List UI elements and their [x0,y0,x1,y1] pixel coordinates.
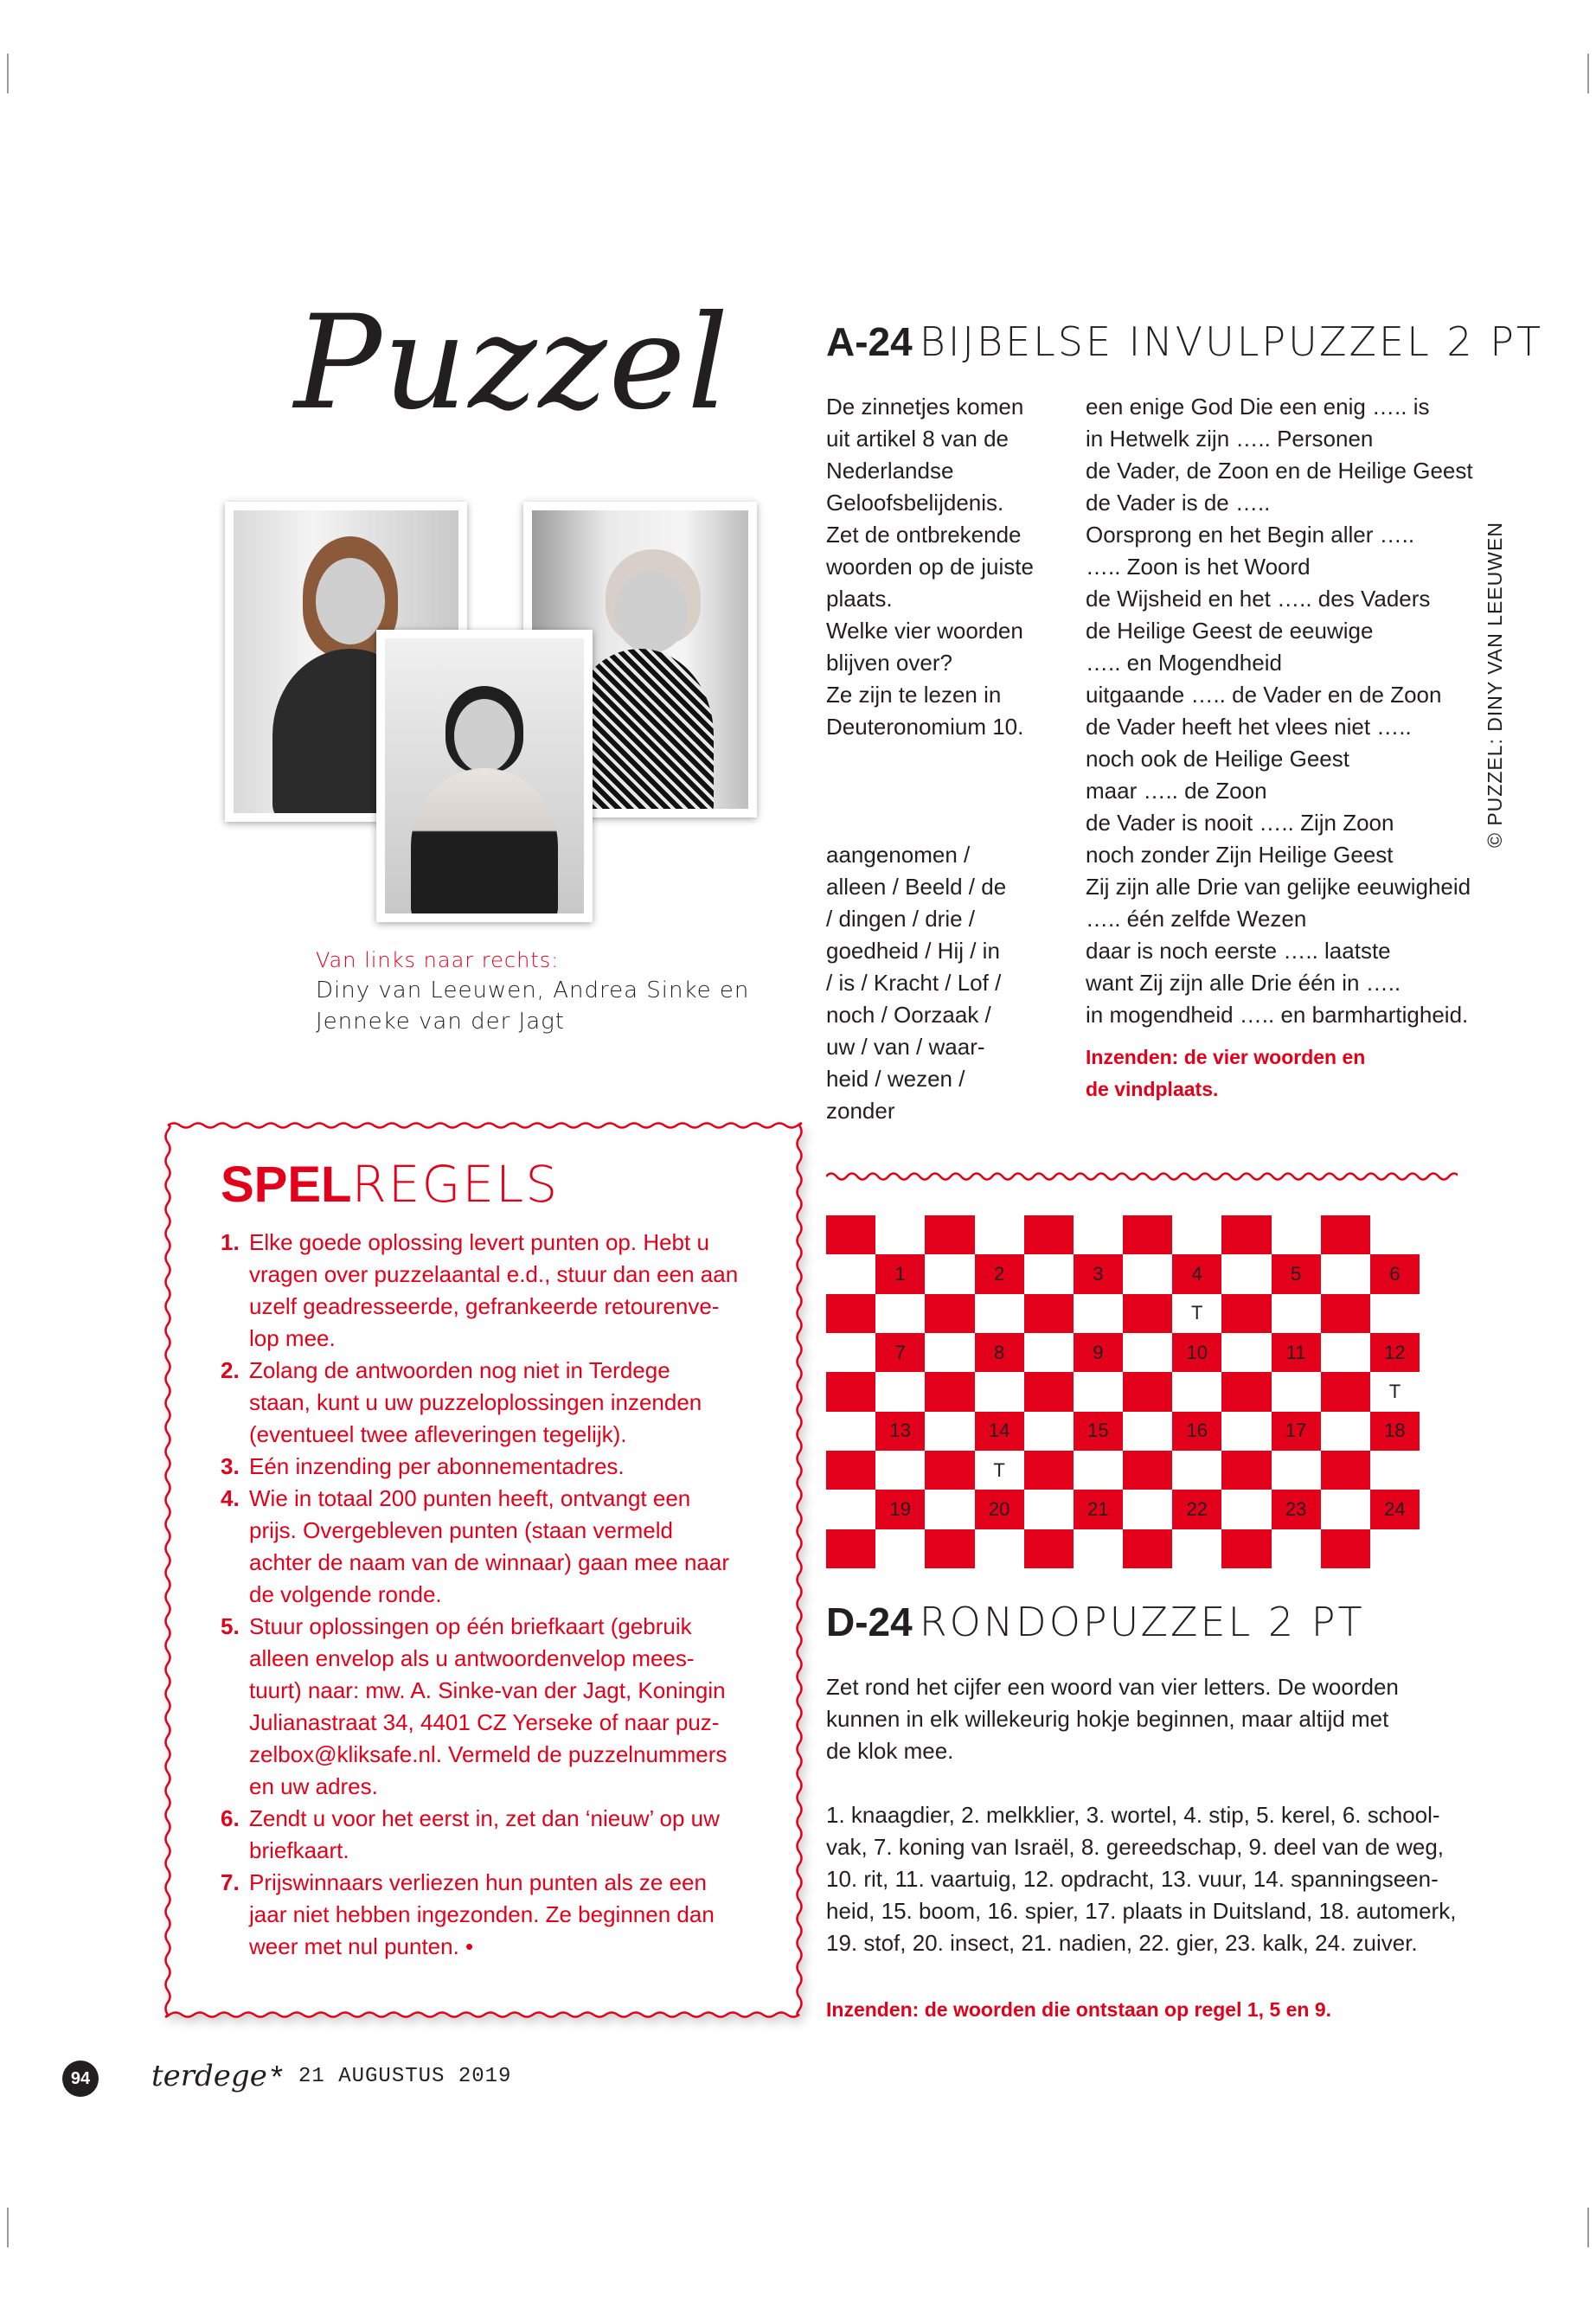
puzzle-a-heading [826,318,1543,365]
text-line: de Vader is nooit ….. Zijn Zoon [1086,810,1394,836]
wavy-divider-line [826,1174,1458,1180]
word-line: noch / Oorzaak / [826,1002,991,1028]
intro-line: Deuteronomium 10. [826,714,1024,740]
text-line: de Vader is de ….. [1086,490,1271,516]
text-line: de Wijsheid en het ….. des Vaders [1086,586,1431,612]
rule-item [221,1483,803,1611]
grid-cell [1321,1412,1370,1451]
grid-cell [1123,1451,1172,1490]
puzzle-d-intro [826,1671,1484,1767]
rule-item [221,1867,803,1963]
rule-line: briefkaart. [249,1837,349,1863]
grid-cell [1272,1529,1321,1568]
grid-cell [1321,1451,1370,1490]
grid-cell [1024,1294,1074,1333]
rule-line: Stuur oplossingen op één briefkaart (gebruik [249,1613,692,1639]
grid-cell [975,1215,1024,1254]
photo-andrea [376,630,593,922]
grid-cell: 19 [875,1490,925,1529]
grid-cell [826,1451,875,1490]
rule-number: 3. [221,1453,240,1479]
rondo-grid [826,1215,1420,1568]
grid-cell [1172,1215,1221,1254]
grid-cell [1123,1372,1172,1411]
rule-line: Prijswinnaars verliezen hun punten als ze een [249,1869,707,1895]
rule-line: prijs. Overgebleven punten (staan vermeld [249,1517,673,1543]
puzzle-d-submit: Inzenden: de woorden die ontstaan op regel 1, 5 en 9. [826,1998,1332,2021]
rule-number: 1. [221,1229,240,1255]
rule-line: de volgende ronde. [249,1581,442,1607]
grid-cell [1123,1490,1172,1529]
text-line: de Vader heeft het vlees niet ….. [1086,714,1412,740]
text-line: ….. en Mogendheid [1086,650,1282,676]
grid-cell [1123,1254,1172,1293]
text-line: noch zonder Zijn Heilige Geest [1086,842,1394,868]
grid-cell [1024,1451,1074,1490]
word-line: aangenomen / [826,842,971,868]
grid-cell [1321,1372,1370,1411]
grid-cell [1123,1529,1172,1568]
grid-cell [1221,1412,1271,1451]
rule-line: Zendt u voor het eerst in, zet dan ‘nieuw’ op uw [249,1805,720,1831]
grid-cell [1024,1372,1074,1411]
grid-cell [875,1372,925,1411]
intro-line: de klok mee. [826,1738,954,1764]
intro-line: blijven over? [826,650,952,676]
puzzle-a-text [1086,391,1492,1106]
rules-title-bold: SPEL [221,1157,352,1213]
grid-cell [1321,1333,1370,1372]
rule-number: 5. [221,1613,240,1639]
clue-line: vak, 7. koning van Israël, 8. gereedschap, 9. deel van de weg, [826,1834,1445,1860]
grid-cell [826,1372,875,1411]
rule-item [221,1611,803,1803]
grid-cell [1321,1490,1370,1529]
rule-line: weer met nul punten. • [249,1933,474,1959]
grid-cell [826,1490,875,1529]
rule-line: Eén inzending per abonnementadres. [249,1453,625,1479]
grid-cell: 23 [1272,1490,1321,1529]
grid-cell [1321,1215,1370,1254]
grid-cell [925,1215,974,1254]
footer-date: 21 AUGUSTUS 2019 [298,2065,512,2088]
grid-cell [1272,1294,1321,1333]
intro-line: Geloofsbelijdenis. [826,490,1004,516]
rules-title-light: REGELS [351,1155,560,1214]
text-line: uitgaande ….. de Vader en de Zoon [1086,682,1442,708]
grid-cell [1370,1294,1420,1333]
rule-line: Julianastraat 34, 4401 CZ Yerseke of naar puz- [249,1709,720,1735]
intro-line: Welke vier woorden [826,618,1023,644]
grid-cell [1172,1372,1221,1411]
rule-number: 2. [221,1357,240,1383]
rule-line: (eventueel twee afleveringen tegelijk). [249,1421,627,1447]
word-line: / is / Kracht / Lof / [826,970,1002,996]
rule-line: lop mee. [249,1325,336,1351]
intro-line: plaats. [826,586,893,612]
intro-line: Nederlandse [826,458,954,484]
text-line: noch ook de Heilige Geest [1086,746,1349,772]
grid-cell: 8 [975,1333,1024,1372]
grid-cell [875,1451,925,1490]
grid-cell [1272,1372,1321,1411]
text-line: in mogendheid ….. en barmhartigheid. [1086,1002,1469,1028]
grid-cell [925,1529,974,1568]
grid-cell [975,1372,1024,1411]
grid-cell [875,1294,925,1333]
grid-cell [1172,1451,1221,1490]
puzzle-a-word-list [826,839,1077,1127]
grid-cell: 15 [1074,1412,1123,1451]
rule-line: jaar niet hebben ingezonden. Ze beginnen dan [249,1901,715,1927]
grid-cell [925,1490,974,1529]
clue-line: 19. stof, 20. insect, 21. nadien, 22. gier, 23. kalk, 24. zuiver. [826,1930,1418,1956]
caption-line: Diny van Leeuwen, Andrea Sinke en [316,977,750,1003]
rule-line: uzelf geadresseerde, gefrankeerde retourenve- [249,1293,720,1319]
grid-cell [1172,1529,1221,1568]
intro-line: De zinnetjes komen [826,394,1024,420]
grid-cell: 3 [1074,1254,1123,1293]
crop-mark-top-left [7,54,9,93]
rule-line: Zolang de antwoorden nog niet in Terdege [249,1357,670,1383]
grid-cell: T [1370,1372,1420,1411]
grid-cell [975,1529,1024,1568]
word-line: zonder [826,1098,895,1124]
intro-line: Ze zijn te lezen in [826,682,1002,708]
face-shape [614,571,688,653]
grid-cell [1123,1215,1172,1254]
text-line: Oorsprong en het Begin aller ….. [1086,522,1415,548]
grid-cell: 9 [1074,1333,1123,1372]
intro-line: Zet de ontbrekende [826,522,1022,548]
grid-cell [1074,1529,1123,1568]
photo-credit: © PUZZEL: DINY VAN LEEUWEN [1484,522,1506,848]
rule-line: Wie in totaal 200 punten heeft, ontvangt een [249,1485,691,1511]
grid-cell [925,1254,974,1293]
grid-cell: 13 [875,1412,925,1451]
rules-title [221,1155,559,1214]
grid-cell [1074,1215,1123,1254]
grid-cell: 16 [1172,1412,1221,1451]
word-line: alleen / Beeld / de [826,874,1007,900]
grid-cell: 12 [1370,1333,1420,1372]
caption-line: Jenneke van der Jagt [316,1009,565,1035]
text-line: ….. één zelfde Wezen [1086,906,1307,932]
grid-cell [875,1529,925,1568]
caption-intro: Van links naar rechts: [316,948,560,972]
puzzle-d-heading [826,1599,1365,1645]
grid-cell [1370,1451,1420,1490]
grid-cell [1123,1333,1172,1372]
grid-cell: 10 [1172,1333,1221,1372]
grid-cell [1321,1294,1370,1333]
intro-line: uit artikel 8 van de [826,426,1010,452]
grid-cell: 22 [1172,1490,1221,1529]
grid-cell: 21 [1074,1490,1123,1529]
grid-cell: T [1172,1294,1221,1333]
grid-cell: 1 [875,1254,925,1293]
word-line: uw / van / waar- [826,1034,985,1060]
rule-item [221,1803,803,1867]
face-shape [454,699,515,772]
page-number: 94 [62,2061,99,2097]
grid-cell [1074,1372,1123,1411]
crop-mark-bottom-right [1587,2208,1589,2247]
grid-cell [1024,1254,1074,1293]
grid-cell [1123,1412,1172,1451]
grid-cell: 11 [1272,1333,1321,1372]
grid-cell: 24 [1370,1490,1420,1529]
grid-cell [1024,1215,1074,1254]
grid-cell [1370,1215,1420,1254]
puzzle-a-title: BIJBELSE INVULPUZZEL 2 PT [919,318,1544,365]
grid-cell [1123,1294,1172,1333]
grid-cell [1221,1215,1271,1254]
grid-cell: 18 [1370,1412,1420,1451]
grid-cell [975,1294,1024,1333]
grid-cell [1272,1451,1321,1490]
grid-cell [1024,1490,1074,1529]
grid-cell [1024,1412,1074,1451]
grid-cell [1370,1529,1420,1568]
wavy-divider [826,1170,1458,1183]
text-line: de Heilige Geest de eeuwige [1086,618,1374,644]
rule-number: 7. [221,1869,240,1895]
grid-cell [1074,1451,1123,1490]
grid-cell [826,1215,875,1254]
intro-line: woorden op de juiste [826,554,1034,580]
rule-line: Elke goede oplossing levert punten op. Hebt u [249,1229,709,1255]
puzzle-a-code: A-24 [826,319,913,364]
grid-cell [826,1412,875,1451]
text-line: maar ….. de Zoon [1086,778,1267,804]
word-line: / dingen / drie / [826,906,975,932]
grid-cell [1321,1254,1370,1293]
grid-cell [1074,1294,1123,1333]
grid-cell: 20 [975,1490,1024,1529]
rule-item [221,1227,803,1355]
crop-mark-bottom-left [7,2208,9,2247]
grid-cell: 14 [975,1412,1024,1451]
grid-cell [1221,1254,1271,1293]
grid-cell [1321,1529,1370,1568]
grid-cell [826,1294,875,1333]
grid-cell [826,1529,875,1568]
rule-item [221,1355,803,1451]
footer-star-icon: * [271,2059,284,2094]
puzzle-d-title: RONDOPUZZEL 2 PT [919,1599,1365,1645]
grid-cell: 7 [875,1333,925,1372]
grid-cell [925,1372,974,1411]
text-line: de Vader, de Zoon en de Heilige Geest [1086,458,1473,484]
grid-cell [826,1333,875,1372]
page-title: Puzzel [294,288,731,439]
grid-cell [925,1412,974,1451]
puzzle-a-submit: de vindplaats. [1086,1078,1219,1100]
grid-cell [1024,1333,1074,1372]
rule-line: tuurt) naar: mw. A. Sinke-van der Jagt, Koningin [249,1677,726,1703]
grid-cell [1024,1529,1074,1568]
word-line: goedheid / Hij / in [826,938,1000,964]
grid-cell [1221,1333,1271,1372]
text-line: daar is noch eerste ….. laatste [1086,938,1391,964]
rule-line: alleen envelop als u antwoordenvelop mees- [249,1645,695,1671]
puzzle-d-clues [826,1799,1509,1959]
text-line: want Zij zijn alle Drie één in ….. [1086,970,1401,996]
rule-line: vragen over puzzelaantal e.d., stuur dan een aan [249,1261,739,1287]
grid-cell: 2 [975,1254,1024,1293]
puzzle-a-intro [826,391,1077,743]
clue-line: 1. knaagdier, 2. melkklier, 3. wortel, 4. stip, 5. kerel, 6. school- [826,1802,1440,1828]
word-line: heid / wezen / [826,1066,965,1092]
footer-brand: terdege [151,2059,267,2093]
grid-cell: 4 [1172,1254,1221,1293]
rule-number: 6. [221,1805,240,1831]
grid-cell [1221,1451,1271,1490]
puzzle-a-submit: Inzenden: de vier woorden en [1086,1046,1366,1068]
intro-line: kunnen in elk willekeurig hokje beginnen, maar altijd met [826,1706,1389,1732]
grid-cell [1221,1372,1271,1411]
grid-cell [925,1294,974,1333]
grid-cell [875,1215,925,1254]
rule-line: en uw adres. [249,1773,378,1799]
rule-number: 4. [221,1485,240,1511]
text-line: Zij zijn alle Drie van gelijke eeuwigheid [1086,874,1471,900]
grid-cell [925,1333,974,1372]
grid-cell: T [975,1451,1024,1490]
grid-cell [1221,1490,1271,1529]
text-line: een enige God Die een enig ….. is [1086,394,1430,420]
grid-cell: 17 [1272,1412,1321,1451]
clue-line: heid, 15. boom, 16. spier, 17. plaats in Duitsland, 18. automerk, [826,1898,1457,1924]
rule-line: zelbox@kliksafe.nl. Vermeld de puzzelnummers [249,1741,727,1767]
grid-cell: 6 [1370,1254,1420,1293]
body-shape [411,768,558,913]
intro-line: Zet rond het cijfer een woord van vier letters. De woorden [826,1674,1399,1700]
rule-line: staan, kunt u uw puzzeloplossingen inzenden [249,1389,702,1415]
text-line: in Hetwelk zijn ….. Personen [1086,426,1374,452]
grid-cell: 5 [1272,1254,1321,1293]
grid-cell [826,1254,875,1293]
grid-cell [1221,1294,1271,1333]
grid-cell [1272,1215,1321,1254]
text-line: ….. Zoon is het Woord [1086,554,1311,580]
rule-line: achter de naam van de winnaar) gaan mee naar [249,1549,730,1575]
crop-mark-top-right [1587,54,1589,93]
clue-line: 10. rit, 11. vaartuig, 12. opdracht, 13. vuur, 14. spanningseen- [826,1866,1439,1892]
grid-cell [925,1451,974,1490]
puzzle-d-code: D-24 [826,1599,913,1644]
rule-item [221,1451,803,1483]
grid-cell [1221,1529,1271,1568]
face-shape [316,558,385,644]
